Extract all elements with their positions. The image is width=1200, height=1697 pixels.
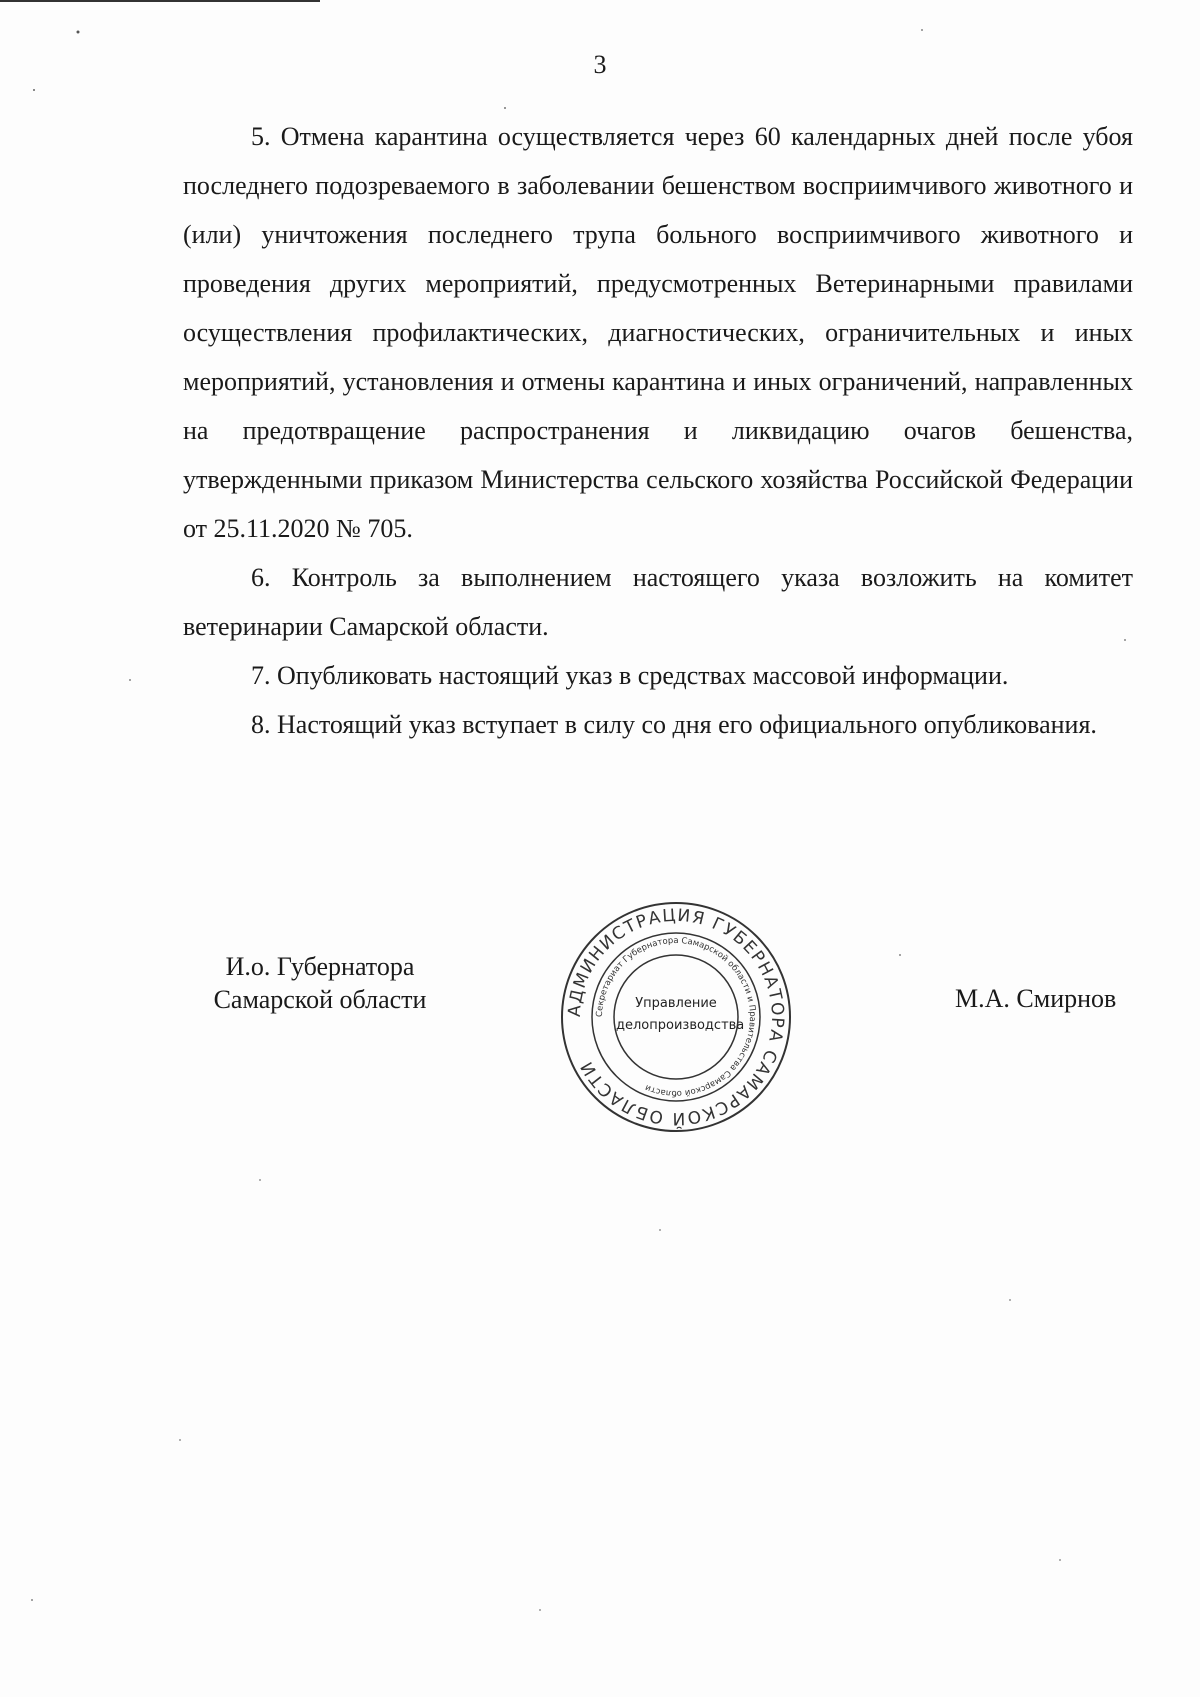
seal-center-line-2: делопроизводства [616, 1018, 745, 1033]
speck [899, 954, 901, 956]
speck [77, 31, 80, 34]
seal-outer-text: АДМИНИСТРАЦИЯ ГУБЕРНАТОРА САМАРСКОЙ ОБЛАСТИ [564, 905, 788, 1129]
page-number: 3 [593, 50, 607, 79]
speck [539, 1609, 541, 1611]
speck [1124, 639, 1126, 641]
speck [129, 679, 131, 681]
paragraph-5: 5. Отмена карантина осуществляется через 60 календарных дней после убоя последнего подозреваемого в заболевании бешенством восприимчивого животного и (или) уничтожения последнего трупа больного восприимчивого животного и проведения других мероприятий, предусмотренных Ветеринарными правилами осуществления профилактических, диагностических, ограничительных и иных мероприятий, установления и отмены карантина и иных ограничений, направленных на предотвращение распространения и ликвидацию очагов бешенства, утвержденными приказом Министерства сельского хозяйства Российской Федерации от 25.11.2020 № 705. [183, 122, 1133, 543]
seal-center-line-1: Управление [635, 996, 717, 1011]
speck [1059, 1559, 1061, 1561]
signatory-title-line-1: И.о. Губернатора [225, 952, 415, 981]
signatory-title-line-2: Самарской области [213, 985, 427, 1014]
speck [659, 1229, 661, 1231]
speck [504, 107, 506, 109]
speck [1009, 1299, 1011, 1301]
seal-inner-text: Секретариат Губернатора Самарской области и Правительства Самарской области [594, 935, 758, 1099]
speck [31, 1599, 33, 1601]
paragraph-6: 6. Контроль за выполнением настоящего указа возложить на комитет ветеринарии Самарской области. [183, 563, 1133, 641]
speck [921, 29, 923, 31]
signatory-name: М.А. Смирнов [955, 984, 1117, 1013]
speck [179, 1439, 181, 1441]
speck [259, 1179, 261, 1181]
speck [33, 89, 35, 91]
paragraph-7: 7. Опубликовать настоящий указ в средствах массовой информации. [251, 661, 1009, 690]
paragraph-8: 8. Настоящий указ вступает в силу со дня его официального опубликования. [251, 710, 1097, 739]
